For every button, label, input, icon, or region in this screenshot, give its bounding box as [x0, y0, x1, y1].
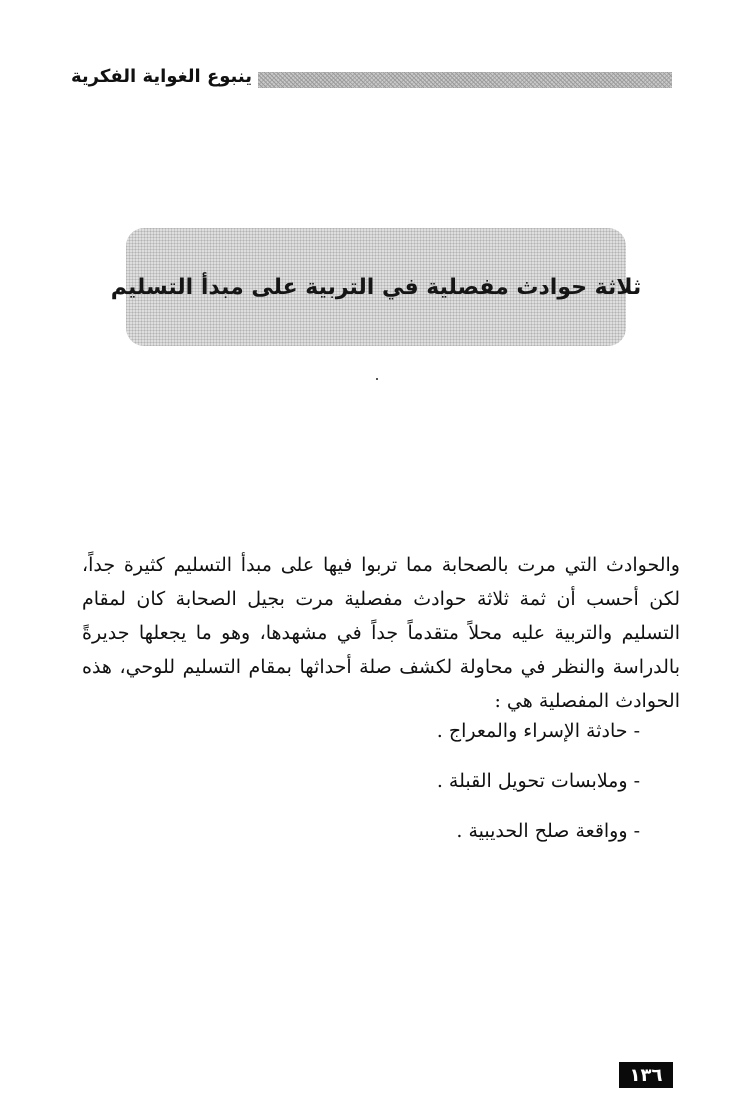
chapter-title-box	[110, 228, 642, 346]
chapter-title: ثلاثة حوادث مفصلية في التربية على مبدأ التسليم	[110, 274, 642, 300]
body-paragraph-block	[82, 548, 680, 718]
list-item: - وواقعة صلح الحديبية .	[456, 820, 640, 842]
body-paragraph: والحوادث التي مرت بالصحابة مما تربوا فيها على مبدأ التسليم كثيرة جداً، لكن أحسب أن ثمة ثلاثة حوادث مفصلية مرت بجيل الصحابة كان لمقام التسليم والتربية عليه محلاً متقدماً جداً في مشهدها، وهو ما يجعلها جديرةً بالدراسة والنظر في محاولة لكشف صلة أحداثها بمقام التسليم للوحي، هذه الحوادث المفصلية هي :	[82, 554, 680, 712]
list-item: - حادثة الإسراء والمعراج .	[436, 720, 640, 742]
decorative-dot	[376, 378, 378, 380]
events-list	[240, 714, 640, 864]
header-decorative-bar	[258, 72, 672, 88]
list-item: - وملابسات تحويل القبلة .	[436, 770, 640, 792]
page-number: ١٣٦	[619, 1062, 673, 1088]
running-header-title: ينبوع الغواية الفكرية	[70, 66, 252, 87]
